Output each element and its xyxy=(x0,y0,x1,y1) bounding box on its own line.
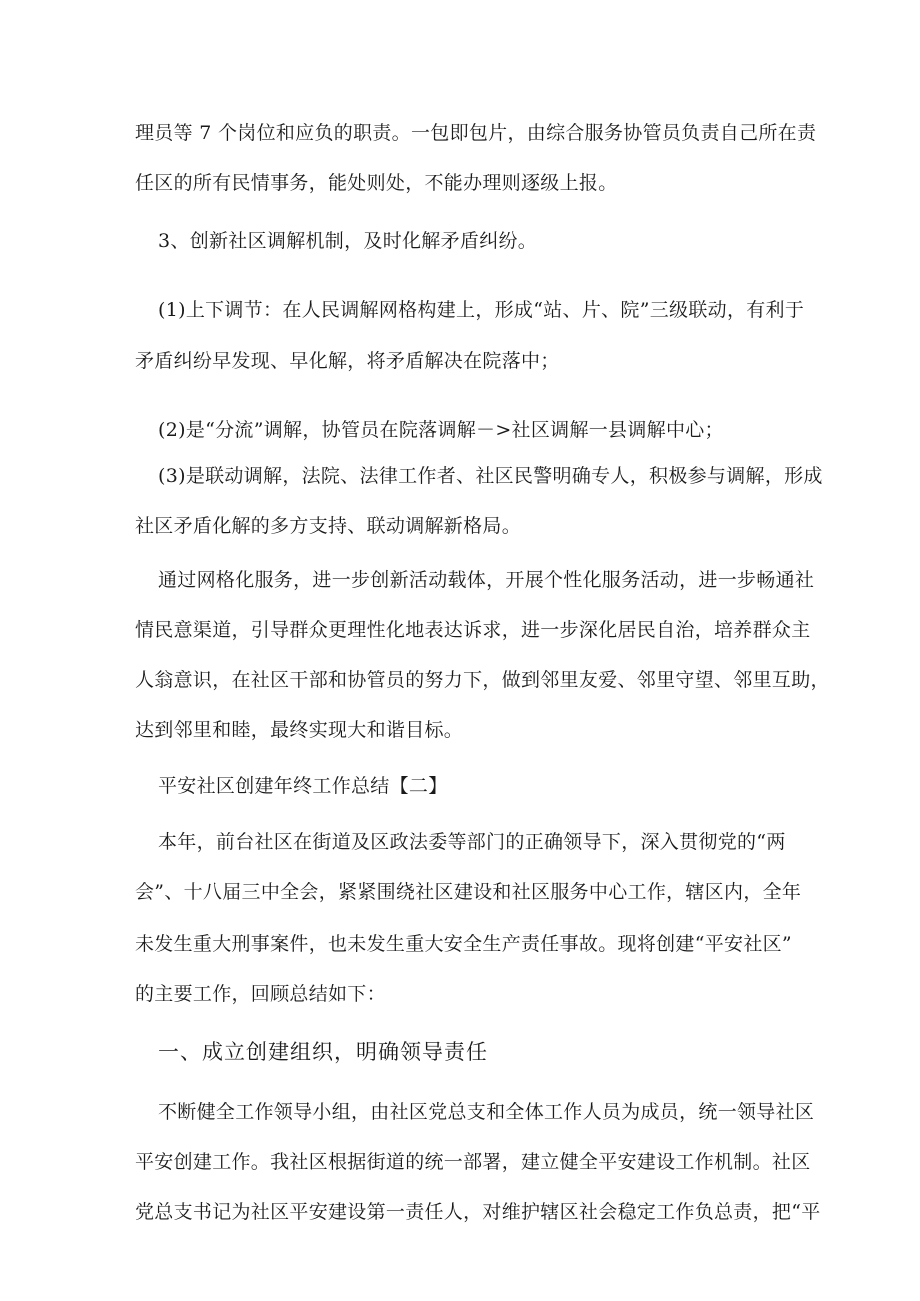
paragraph-line: 社区矛盾化解的多方支持、联动调解新格局。 xyxy=(135,515,522,537)
paragraph-line: 不断健全工作领导小组，由社区党总支和全体工作人员为成员，统一领导社区 xyxy=(158,1101,815,1123)
section-title: 平安社区创建年终工作总结【二】 xyxy=(158,775,448,797)
list-item-2: (2)是“分流”调解，协管员在院落调解－>社区调解一县调解中心； xyxy=(158,419,724,441)
paragraph-line: 情民意渠道，引导群众更理性化地表达诉求，进一步深化居民自治，培养群众主 xyxy=(135,619,811,641)
paragraph-line: 未发生重大刑事案件，也未发生重大安全生产责任事故。现将创建“平安社区” xyxy=(135,933,792,955)
paragraph-line: 理员等 7 个岗位和应负的职责。一包即包片，由综合服务协管员负责自己所在责 xyxy=(135,122,817,144)
section-item-3: 3、创新社区调解机制，及时化解矛盾纠纷。 xyxy=(158,230,538,252)
list-item-3: (3)是联动调解，法院、法律工作者、社区民警明确专人，积极参与调解，形成 xyxy=(158,465,823,487)
paragraph-line: 本年，前台社区在街道及区政法委等部门的正确领导下，深入贯彻党的“两 xyxy=(158,831,786,853)
list-item-1: (1)上下调节：在人民调解网格构建上，形成“站、片、院”三级联动，有利于 xyxy=(158,299,805,321)
paragraph-line: 人翁意识，在社区干部和协管员的努力下，做到邻里友爱、邻里守望、邻里互助， xyxy=(135,669,830,691)
paragraph-line: 会”、十八届三中全会，紧紧围绕社区建设和社区服务中心工作，辖区内，全年 xyxy=(135,881,802,903)
chapter-heading-1: 一、成立创建组织，明确领导责任 xyxy=(158,1040,488,1064)
paragraph-line: 党总支书记为社区平安建设第一责任人，对维护辖区社会稳定工作负总责，把“平 xyxy=(135,1201,821,1223)
paragraph-line: 达到邻里和睦，最终实现大和谐目标。 xyxy=(135,719,464,741)
paragraph-line: 矛盾纠纷早发现、早化解，将矛盾解决在院落中； xyxy=(135,350,560,372)
paragraph-line: 的主要工作，回顾总结如下： xyxy=(135,983,386,1005)
paragraph-line: 平安创建工作。我社区根据街道的统一部署，建立健全平安建设工作机制。社区 xyxy=(135,1151,811,1173)
paragraph-line: 任区的所有民情事务，能处则处，不能办理则逐级上报。 xyxy=(135,172,618,194)
paragraph-line: 通过网格化服务，进一步创新活动载体，开展个性化服务活动，进一步畅通社 xyxy=(158,569,815,591)
